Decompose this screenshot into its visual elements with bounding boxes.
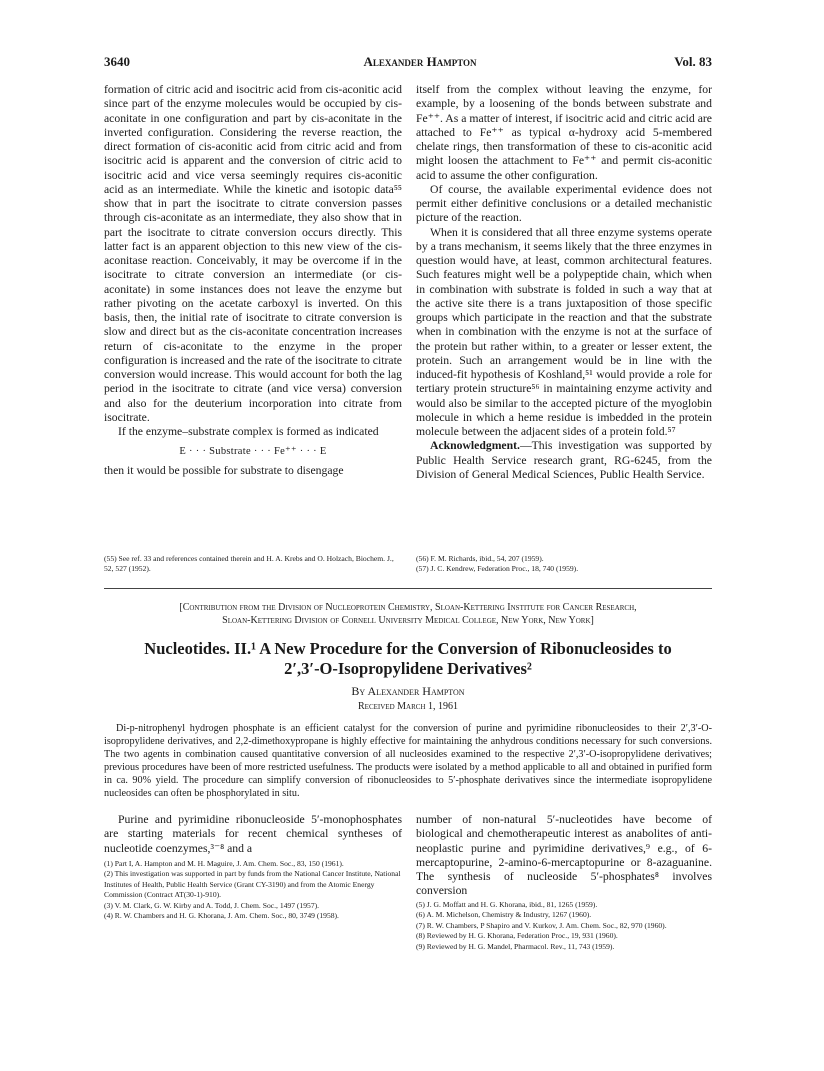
page-number: 3640 xyxy=(104,54,130,69)
top-right-footnotes xyxy=(416,554,712,575)
bottom-left-footnotes xyxy=(104,859,402,921)
volume-label: Vol. 83 xyxy=(674,54,712,69)
footnote: (57) J. C. Kendrew, Federation Proc., 18, 740 (1959). xyxy=(416,564,579,574)
footnote: (3) V. M. Clark, G. W. Kirby and A. Todd, J. Chem. Soc., 1497 (1957). xyxy=(104,900,320,910)
running-title: Alexander Hampton xyxy=(363,54,477,69)
footnote: (5) J. G. Moffatt and H. G. Khorana, ibid., 81, 1265 (1959). xyxy=(416,900,598,909)
paragraph: Of course, the available experimental evidence does not permit either definitive conclusions or a detailed mechanistic picture of the reaction. xyxy=(416,182,712,225)
contribution-line: Sloan-Kettering Division of Cornell University Medical College, New York, New York] xyxy=(222,615,594,626)
footnote: (1) Part I, A. Hampton and M. H. Maguire, J. Am. Chem. Soc., 83, 150 (1961). xyxy=(104,859,344,868)
title-line: Nucleotides. II.¹ A New Procedure for the Conversion of Ribonucleosides to xyxy=(144,639,672,658)
top-left-column xyxy=(104,83,402,478)
paragraph: number of non-natural 5′-nucleotides have become of biological and chemotherapeutic interest as anabolites of anti-neoplastic purine and pyrimidine derivatives,⁹ e.g., of 6-mercaptopurine, 2-amino-6-mercaptopurine or 8-azaguanine. The synthesis of nucleoside 5′-phosphates⁸ involves conversion xyxy=(416,813,712,898)
title-line: 2′,3′-O-Isopropylidene Derivatives² xyxy=(284,659,532,678)
paragraph: When it is considered that all three enzyme systems operate by a trans mechanism, it seems likely that the three enzymes in question would have, at least, common architectural features. Such features might well be a polypeptide chain, which when in combination with substrate is folded in such a way that at the active site there is a trans juxtaposition of those specific groups which participate in the reaction and that the substrate when in combination with the enzyme is not at the surface of the protein but rather within, to a greater or lesser extent, the protein. Such an arrangement would be in line with the induced-fit hypothesis of Koshland,⁵¹ would provide a role for tertiary protein structure⁵⁶ in maintaining enzyme activity and would also be similar to the accepted picture of the myoglobin molecule in which a heme residue is imbedded in the protein molecule between the adjacent sides of a protein fold.⁵⁷ xyxy=(416,225,712,438)
footnote: (6) A. M. Michelson, Chemistry & Industry, 1267 (1960). xyxy=(416,910,592,920)
top-left-footnotes xyxy=(104,554,402,575)
abstract: Di-p-nitrophenyl hydrogen phosphate is an efficient catalyst for the conversion of purine and pyrimidine ribonucleosides to their 2′,3′-O-isopropylidene derivatives, and 2,2-dimethoxypropane is highly effective for maintaining the anhydrous conditions necessary for such conversions. The two agents in combination caused quantitative conversion of all nucleosides examined to the respective 2′,3′-O-isopropylidene derivatives; previous procedures have been of more restricted usefulness. The products were isolated by a method applicable to all and obtained in purified form in ca. 90% yield. The procedure can simplify conversion of ribonucleosides to 5′-phosphate derivatives since the intermediate isopropylidene nucleosides can often be phosphorylated in situ. xyxy=(104,723,712,799)
footnote: (56) F. M. Richards, ibid., 54, 207 (1959). xyxy=(416,554,544,563)
top-right-column xyxy=(416,83,712,482)
paragraph: Purine and pyrimidine ribonucleoside 5′-monophosphates are starting materials for recent chemical syntheses of nucleotide coenzymes,³⁻⁸ and a xyxy=(104,813,402,855)
section-divider xyxy=(104,588,712,589)
footnote: (7) R. W. Chambers, P Shapiro and V. Kurkov, J. Am. Chem. Soc., 82, 970 (1960). xyxy=(416,920,667,930)
contribution-line: [Contribution from the Division of Nucleoprotein Chemistry, Sloan-Kettering Institute for Cancer Research, xyxy=(179,602,637,613)
article-title xyxy=(104,639,712,679)
footnote: (8) Reviewed by H. G. Khorana, Federation Proc., 19, 931 (1960). xyxy=(416,931,618,941)
received-date: Received March 1, 1961 xyxy=(358,701,458,712)
footnote: (4) R. W. Chambers and H. G. Khorana, J. Am. Chem. Soc., 80, 3749 (1958). xyxy=(104,911,339,921)
contribution-note xyxy=(104,601,712,627)
reaction-scheme: E · · · Substrate · · · Fe⁺⁺ · · · E xyxy=(179,446,327,458)
bottom-right-footnotes xyxy=(416,900,712,952)
acknowledgment-text: —This investigation was supported by Public Health Service research grant, RG-6245, from the Division of General Medical Sciences, Public Health Service. xyxy=(416,439,712,481)
paragraph: itself from the complex without leaving the enzyme, for example, by a loosening of the bonds between substrate and Fe⁺⁺. As a matter of interest, if isocitric acid and citric acid are attached to Fe⁺⁺ as typical α-hydroxy acid 5-membered chelate rings, then transformation of these to cis-aconitic acid might loosen the attachment to Fe⁺⁺ and permit cis-aconitic acid to assume the other configuration. xyxy=(416,83,712,182)
paragraph: then it would be possible for substrate to disengage xyxy=(104,463,344,477)
paragraph: formation of citric acid and isocitric acid from cis-aconitic acid since part of the enzyme molecules would be occupied by cis-aconitate in one configuration and part by cis-aconitate in the inverted configuration. Considering the reverse reaction, the direct formation of cis-aconitic acid from citric acid and from isocitric acid is apparent and the conversion of citric acid to isocitric acid and vice versa seemingly requires cis-aconitic acid as an intermediate. While the kinetic and isotopic data⁵⁵ show that in part the isocitrate to citrate conversion passes through cis-aconitate as an intermediate, they also show that in part the isocitrate to citrate conversion occurs directly. This latter fact is an apparent objection to this new view of the cis-aconitase reaction. Conceivably, it may be overcome if in the isocitrate to citrate conversion an intermediate (or cis-aconitate) in some instances does not leave the enzyme but rather pivoting on the acetate carboxyl is inverted. On this basis, then, the initial rate of isocitrate to citrate conversion is slow and direct but as the cis-aconitate concentration increases return of cis-aconitate to the enzyme in the proper configuration is increased and the rate of the isocitrate to citrate conversion would increase. This would account for both the lag period in the isocitrate to citrate (and vice versa) conversion and also for the deuterium incorporation into citrate from isocitrate. xyxy=(104,83,402,424)
acknowledgment xyxy=(416,439,712,482)
bottom-left-column xyxy=(104,813,402,856)
footnote: (9) Reviewed by H. G. Mandel, Pharmacol. Rev., 11, 743 (1959). xyxy=(416,941,615,951)
bottom-right-column xyxy=(416,813,712,899)
footnote: (55) See ref. 33 and references contained therein and H. A. Krebs and O. Holzach, Biochem. J., 52, 527 (1952). xyxy=(104,554,394,574)
byline: By Alexander Hampton xyxy=(351,684,465,698)
footnote: (2) This investigation was supported in part by funds from the National Cancer Institute, National Institutes of Health, Public Health Service (Grant CY-3190) and from the Atomic Energy Commission (Contract AT(30-1)-910). xyxy=(104,869,401,900)
acknowledgment-label: Acknowledgment. xyxy=(430,439,520,453)
paragraph: If the enzyme–substrate complex is formed as indicated xyxy=(118,425,379,438)
